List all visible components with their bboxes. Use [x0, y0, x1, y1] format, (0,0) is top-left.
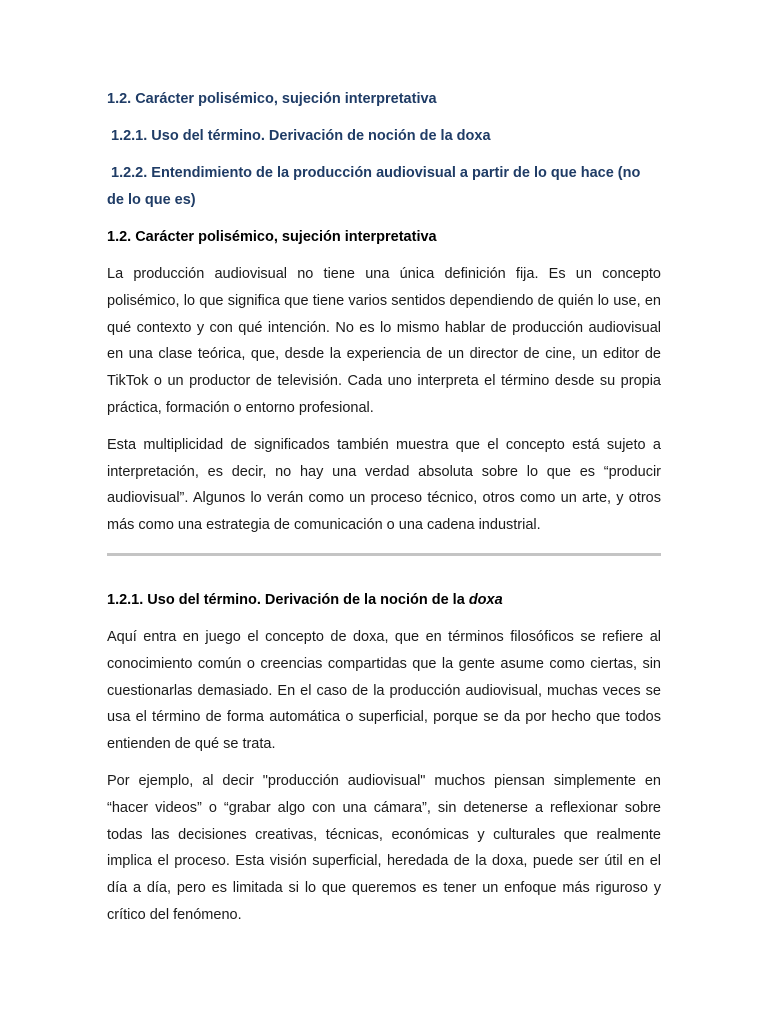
toc-item-1-2[interactable]: 1.2. Carácter polisémico, sujeción interpretativa — [107, 91, 437, 107]
section-heading-1-2: 1.2. Carácter polisémico, sujeción interpretativa — [107, 229, 437, 245]
horizontal-divider — [107, 553, 661, 556]
paragraph: Aquí entra en juego el concepto de doxa, que en términos filosóficos se refiere al conocimiento común o creencias compartidas que la gente asume como ciertas, sin cuestionarlas demasiado. En el caso de la producción audiovisual, muchas veces se usa el término de forma automática o superficial, porque se da por hecho que todos entienden de qué se trata. — [107, 628, 661, 753]
toc-item-1-2-2[interactable]: 1.2.2. Entendimiento de la producción audiovisual a partir de lo que hace (no de lo que es) — [107, 165, 641, 208]
section-heading-1-2-1 — [107, 587, 661, 614]
paragraph: Por ejemplo, al decir "producción audiovisual" muchos piensan simplemente en “hacer videos” o “grabar algo con una cámara”, sin detenerse a reflexionar sobre todas las decisiones creativas, técnicas, económicas y culturales que realmente implica el proceso. Esta visión superficial, heredada de la doxa, puede ser útil en el día a día, pero es limitada si lo que queremos es tener un enfoque más riguroso y crítico del fenómeno. — [107, 772, 661, 923]
paragraph: La producción audiovisual no tiene una única definición fija. Es un concepto polisémico, lo que significa que tiene varios sentidos dependiendo de quién lo use, en qué contexto y con qué intención. No es lo mismo hablar de producción audiovisual en una clase teórica, que, desde la experiencia de un director de cine, un editor de TikTok o un productor de televisión. Cada uno interpreta el término desde su propia práctica, formación o entorno profesional. — [107, 266, 661, 416]
section-heading-text: 1.2.1. Uso del término. Derivación de la noción de la — [107, 591, 469, 608]
document-page — [107, 86, 661, 939]
section-heading-emphasis: doxa — [468, 591, 503, 608]
toc-item-1-2-1[interactable]: 1.2.1. Uso del término. Derivación de noción de la doxa — [111, 128, 491, 144]
paragraph: Esta multiplicidad de significados también muestra que el concepto está sujeto a interpretación, es decir, no hay una verdad absoluta sobre lo que es “producir audiovisual”. Algunos lo verán como un proceso técnico, otros como un arte, y otros más como una estrategia de comunicación o una cadena industrial. — [107, 436, 661, 534]
